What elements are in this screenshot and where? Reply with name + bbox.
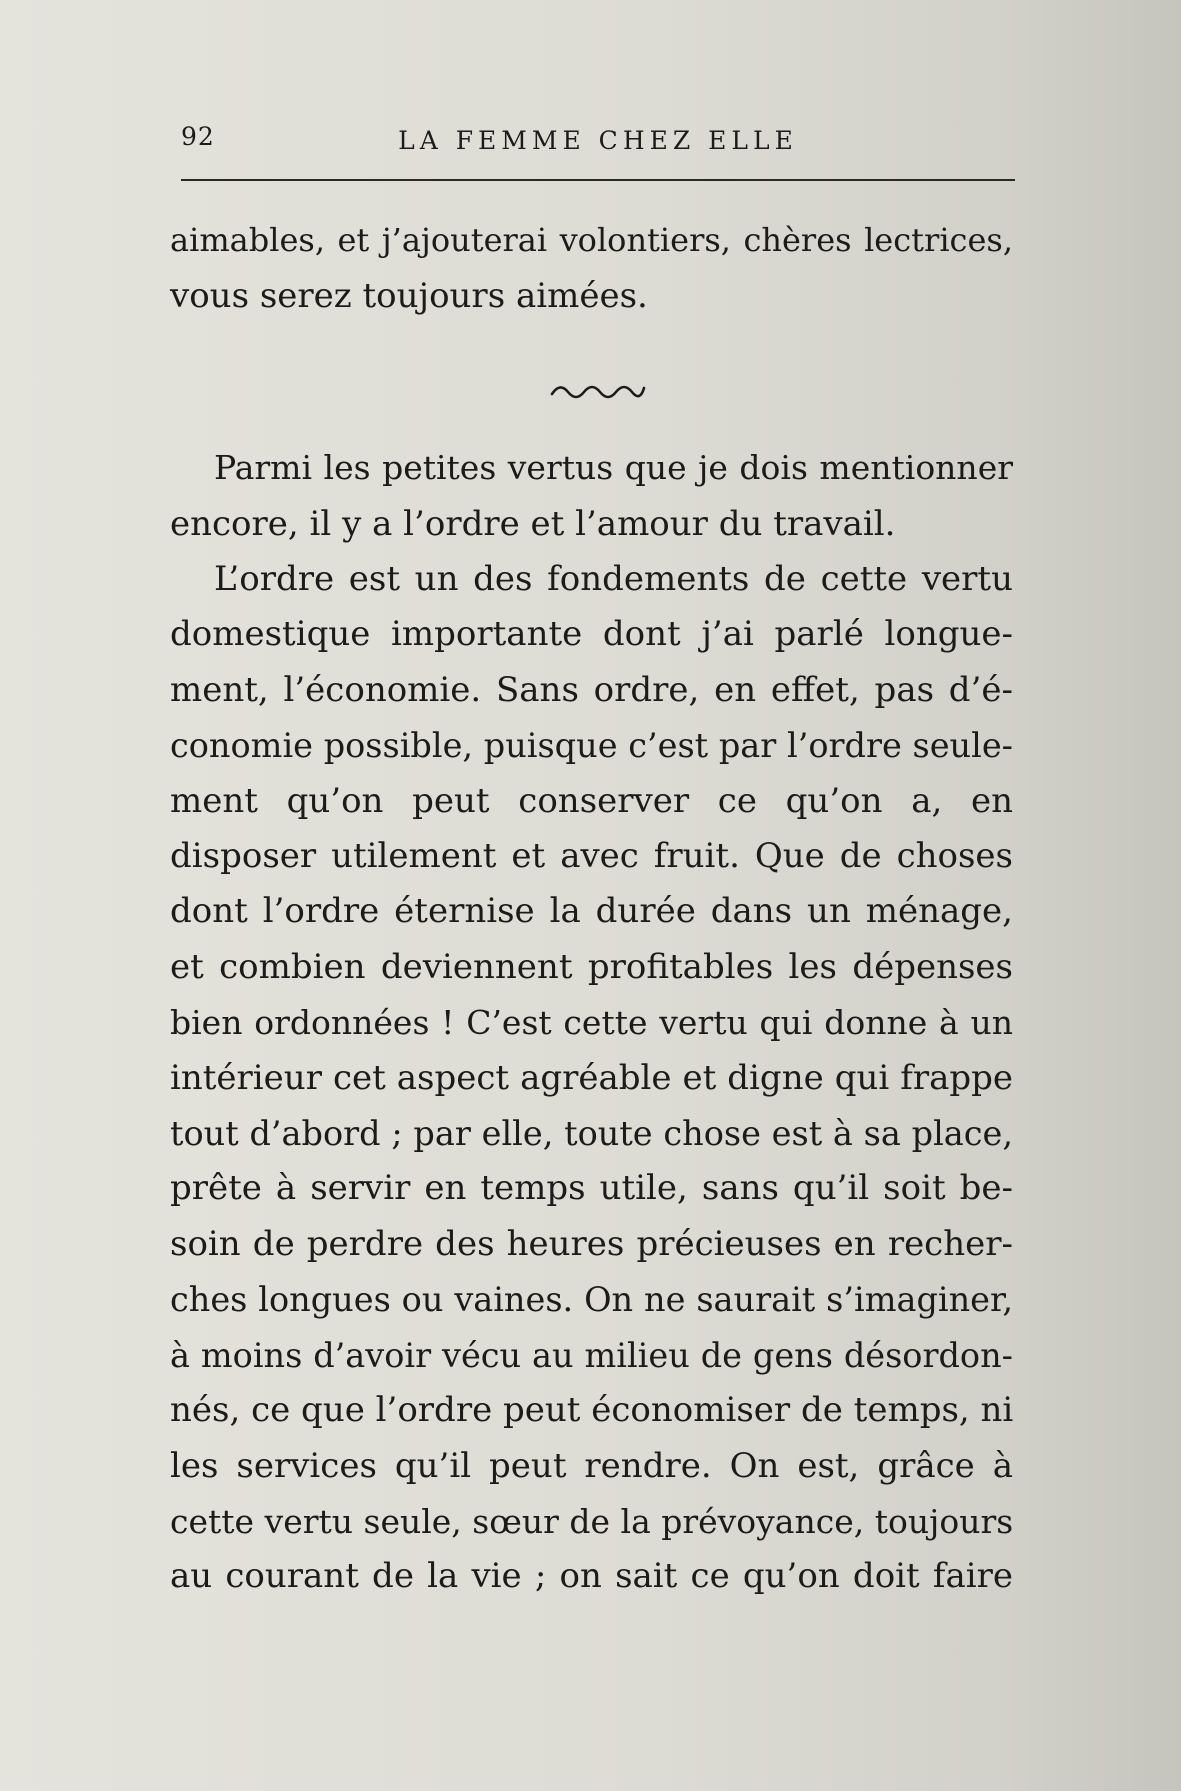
text-line: aimables, et j’ajouterai volontiers, chères lectrices, [170,221,1013,259]
text-line: tout d’abord ; par elle, toute chose est à sa place, [170,1114,1013,1154]
text-line: encore, il y a l’ordre et l’amour du travail. [170,504,896,544]
paragraph-3 [170,552,1013,1605]
text-line: ches longues ou vaines. On ne saurait s’imaginer, [170,1280,1013,1320]
paragraph-1 [170,212,1013,324]
text-line: soin de perdre des heures précieuses en recher- [170,1223,1013,1264]
text-line: domestique importante dont j’ai parlé longue- [170,614,1013,655]
running-title: LA FEMME CHEZ ELLE [398,126,798,155]
text-line: bien ordonnées ! C’est cette vertu qui donne à un [170,1003,1013,1043]
text-line: Parmi les petites vertus que je dois mentionner [214,448,1013,487]
text-line: dont l’ordre éternise la durée dans un ménage, [170,891,1013,932]
paragraph-2 [170,440,1013,552]
text-line: à moins d’avoir vécu au milieu de gens désordon- [170,1335,1013,1375]
text-line: nés, ce que l’ordre peut économiser de temps, ni [170,1390,1014,1431]
text-line: les services qu’il peut rendre. On est, grâce à [170,1445,1013,1486]
text-line: L’ordre est un des fondements de cette vertu [214,559,1013,599]
text-line: au courant de la vie ; on sait ce qu’on doit faire [170,1556,1013,1597]
page-number: 92 [181,122,215,151]
text-line: ment, l’économie. Sans ordre, en effet, pas d’é- [170,669,1013,710]
header-rule [181,179,1015,181]
text-line: et combien deviennent profitables les dépenses [170,946,1013,987]
text-line: ment qu’on peut conserver ce qu’on a, en [170,780,1013,821]
ornament-wave [550,378,646,402]
text-line: intérieur cet aspect agréable et digne qui frappe [170,1057,1013,1098]
text-line: conomie possible, puisque c’est par l’ordre seule- [170,726,1013,766]
page-header [181,122,1015,162]
text-line: disposer utilement et avec fruit. Que de choses [170,836,1013,877]
text-line: cette vertu seule, sœur de la prévoyance, toujours [170,1501,1014,1541]
text-line: vous serez toujours aimées. [170,276,648,316]
text-line: prête à servir en temps utile, sans qu’il soit be- [170,1168,1013,1209]
